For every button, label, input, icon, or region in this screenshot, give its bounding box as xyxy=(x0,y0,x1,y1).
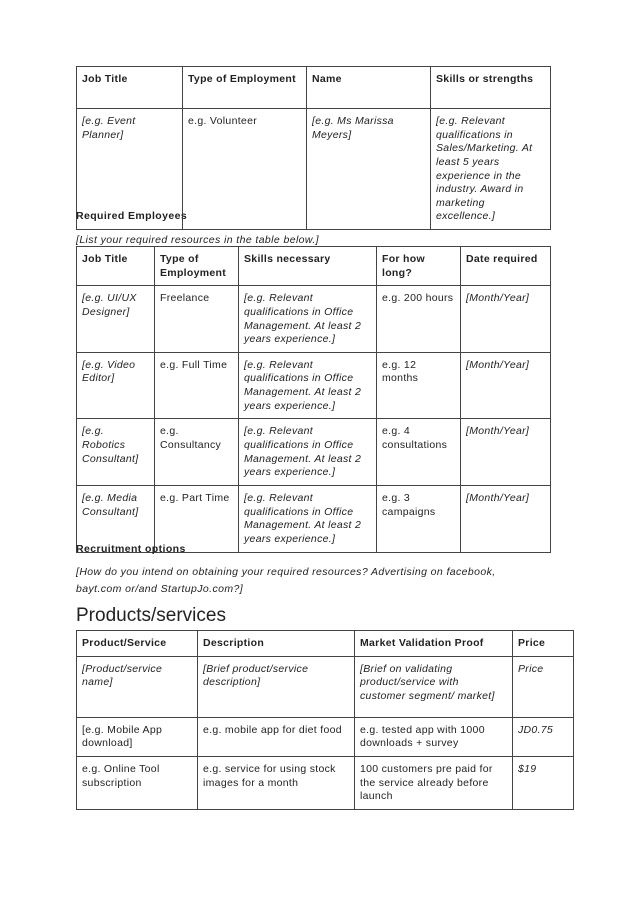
cell-price: Price xyxy=(513,656,574,717)
header-type-of-employment: Type of Employment xyxy=(183,67,307,109)
header-skills: Skills or strengths xyxy=(431,67,551,109)
cell-job-title: [e.g. Robotics Consultant] xyxy=(77,419,155,486)
products-table xyxy=(76,630,574,810)
cell-validation: 100 customers pre paid for the service already before launch xyxy=(355,756,513,809)
required-employees-instruction: [List your required resources in the table below.] xyxy=(76,234,319,246)
cell-duration: e.g. 200 hours xyxy=(377,286,461,353)
required-employees-table xyxy=(76,246,551,553)
cell-product: [e.g. Mobile App download] xyxy=(77,717,198,756)
table-row xyxy=(77,717,574,756)
cell-skills: [e.g. Relevant qualifications in Office Management. At least 2 years experience.] xyxy=(239,286,377,353)
cell-type: e.g. Full Time xyxy=(155,352,239,419)
cell-job-title: [e.g. Video Editor] xyxy=(77,352,155,419)
header-for-how-long: For how long? xyxy=(377,247,461,286)
table-row xyxy=(77,419,551,486)
header-job-title: Job Title xyxy=(77,67,183,109)
cell-description: [Brief product/service description] xyxy=(198,656,355,717)
cell-product: [Product/service name] xyxy=(77,656,198,717)
cell-job-title: [e.g. Media Consultant] xyxy=(77,485,155,552)
cell-skills: [e.g. Relevant qualifications in Office Management. At least 2 years experience.] xyxy=(239,352,377,419)
cell-date: [Month/Year] xyxy=(461,419,551,486)
products-heading: Products/services xyxy=(76,605,226,626)
cell-type: Freelance xyxy=(155,286,239,353)
header-job-title: Job Title xyxy=(77,247,155,286)
team-table xyxy=(76,66,551,230)
header-price: Price xyxy=(513,631,574,657)
cell-skills: [e.g. Relevant qualifications in Office Management. At least 2 years experience.] xyxy=(239,485,377,552)
header-market-validation: Market Validation Proof xyxy=(355,631,513,657)
cell-date: [Month/Year] xyxy=(461,352,551,419)
cell-duration: e.g. 4 consultations xyxy=(377,419,461,486)
recruitment-heading: Recruitment options xyxy=(76,543,186,555)
header-type-of-employment: Type of Employment xyxy=(155,247,239,286)
cell-validation: e.g. tested app with 1000 downloads + survey xyxy=(355,717,513,756)
header-date-required: Date required xyxy=(461,247,551,286)
cell-validation: [Brief on validating product/service with customer segment/ market] xyxy=(355,656,513,717)
required-employees-heading: Required Employees xyxy=(76,210,188,222)
cell-date: [Month/Year] xyxy=(461,485,551,552)
header-description: Description xyxy=(198,631,355,657)
cell-job-title: [e.g. UI/UX Designer] xyxy=(77,286,155,353)
cell-job-title: [e.g. Event Planner] xyxy=(77,109,183,230)
header-name: Name xyxy=(307,67,431,109)
cell-duration: e.g. 3 campaigns xyxy=(377,485,461,552)
header-skills-necessary: Skills necessary xyxy=(239,247,377,286)
cell-date: [Month/Year] xyxy=(461,286,551,353)
cell-name: [e.g. Ms Marissa Meyers] xyxy=(307,109,431,230)
cell-price: $19 xyxy=(513,756,574,809)
recruitment-text: [How do you intend on obtaining your required resources? Advertising on facebook, bayt.com or/and StartupJo.com?] xyxy=(76,566,496,595)
header-product-service: Product/Service xyxy=(77,631,198,657)
table-row xyxy=(77,352,551,419)
cell-price: JD0.75 xyxy=(513,717,574,756)
cell-type: e.g. Volunteer xyxy=(183,109,307,230)
cell-product: e.g. Online Tool subscription xyxy=(77,756,198,809)
cell-skills: [e.g. Relevant qualifications in Office Management. At least 2 years experience.] xyxy=(239,419,377,486)
cell-type: e.g. Part Time xyxy=(155,485,239,552)
cell-description: e.g. mobile app for diet food xyxy=(198,717,355,756)
cell-type: e.g. Consultancy xyxy=(155,419,239,486)
cell-duration: e.g. 12 months xyxy=(377,352,461,419)
table-row xyxy=(77,756,574,809)
cell-description: e.g. service for using stock images for a month xyxy=(198,756,355,809)
cell-skills: [e.g. Relevant qualifications in Sales/Marketing. At least 5 years experience in the industry. Award in marketing excellence.] xyxy=(431,109,551,230)
table-row xyxy=(77,286,551,353)
table-row xyxy=(77,656,574,717)
